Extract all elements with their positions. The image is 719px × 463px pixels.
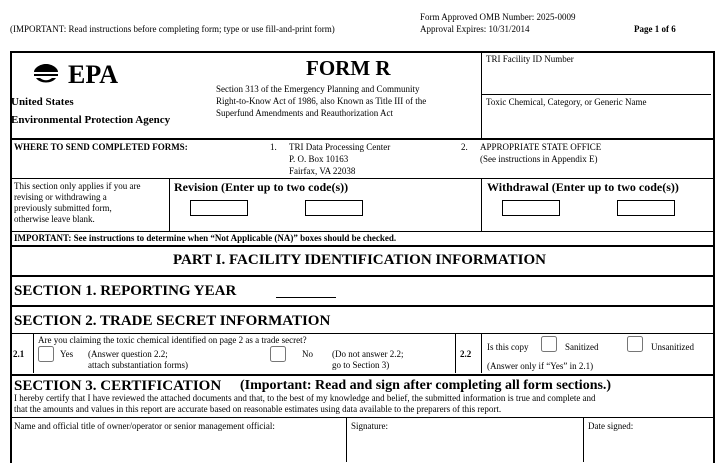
certification-text-line-1: I hereby certify that I have reviewed the attached documents and that, to the best of my knowledge and belief, the submitted information is true and complete and <box>14 393 596 403</box>
sanitized-checkbox[interactable] <box>541 336 557 352</box>
revision-note-line-4: otherwise leave blank. <box>14 214 95 224</box>
address-1-number: 1. <box>270 142 277 152</box>
form-desc-line-2: Right-to-Know Act of 1986, also Known as Title III of the <box>216 96 427 106</box>
question-2-2-text: Is this copy <box>487 342 529 352</box>
revision-label: Revision (Enter up to two code(s)) <box>174 180 349 194</box>
approval-expires: Approval Expires: 10/31/2014 <box>420 24 530 34</box>
revision-note-line-2: revising or withdrawing a <box>14 192 107 202</box>
certification-text-line-2: that the amounts and values in this report are accurate based on reasonable estimates using data available to the preparers of this report. <box>14 404 502 414</box>
address-2-line-1: APPROPRIATE STATE OFFICE <box>480 142 602 152</box>
reporting-year-input[interactable] <box>276 284 336 298</box>
revision-note-line-1: This section only applies if you are <box>14 181 141 191</box>
revision-note-line-3: previously submitted form, <box>14 203 112 213</box>
yes-label: Yes <box>60 349 74 359</box>
toxic-chemical-input[interactable] <box>484 109 710 137</box>
address-1-line-1: TRI Data Processing Center <box>289 142 391 152</box>
revision-code-1-input[interactable] <box>190 200 248 216</box>
name-title-input[interactable] <box>14 434 344 456</box>
unsanitized-label: Unsanitized <box>651 342 694 352</box>
epa-logo-text: EPA <box>68 60 119 89</box>
signature-label: Signature: <box>351 421 388 431</box>
facility-id-label: TRI Facility ID Number <box>486 54 574 64</box>
signature-input[interactable] <box>351 434 579 456</box>
address-2-number: 2. <box>461 142 468 152</box>
address-1-line-3: Fairfax, VA 22038 <box>289 166 356 176</box>
no-note-line-1: (Do not answer 2.2; <box>332 349 404 359</box>
section-2-title: SECTION 2. TRADE SECRET INFORMATION <box>14 313 331 329</box>
important-instructions-note: (IMPORTANT: Read instructions before completing form; type or use fill-and-print form) <box>10 24 335 34</box>
withdrawal-code-2-input[interactable] <box>617 200 675 216</box>
facility-id-input[interactable] <box>484 66 710 92</box>
no-label: No <box>302 349 313 359</box>
question-2-1-number: 2.1 <box>13 349 25 359</box>
section-3-title: SECTION 3. CERTIFICATION <box>14 378 222 394</box>
no-note-line-2: go to Section 3) <box>332 360 390 370</box>
section-3-subtitle: (Important: Read and sign after completing all form sections.) <box>240 378 612 393</box>
question-2-1-text: Are you claiming the toxic chemical identified on page 2 as a trade secret? <box>38 335 307 345</box>
agency-line-2: Environmental Protection Agency <box>11 114 171 126</box>
address-2-line-2: (See instructions in Appendix E) <box>480 154 598 164</box>
date-signed-label: Date signed: <box>588 421 634 431</box>
yes-note-line-1: (Answer question 2.2; <box>88 349 168 359</box>
date-signed-input[interactable] <box>588 434 708 456</box>
revision-code-2-input[interactable] <box>305 200 363 216</box>
address-1-line-2: P. O. Box 10163 <box>289 154 349 164</box>
trade-secret-no-checkbox[interactable] <box>270 346 286 362</box>
form-title: FORM R <box>306 56 391 80</box>
section-1-title: SECTION 1. REPORTING YEAR <box>14 283 237 299</box>
form-desc-line-3: Superfund Amendments and Reauthorization Act <box>216 108 393 118</box>
page-number: Page 1 of 6 <box>634 24 676 34</box>
important-na-note: IMPORTANT: See instructions to determine when “Not Applicable (NA)” boxes should be checked. <box>14 233 397 243</box>
trade-secret-yes-checkbox[interactable] <box>38 346 54 362</box>
name-title-label: Name and official title of owner/operator or senior management official: <box>14 421 275 431</box>
withdrawal-label: Withdrawal (Enter up to two code(s)) <box>487 180 679 194</box>
question-2-2-note: (Answer only if “Yes” in 2.1) <box>487 361 594 371</box>
yes-note-line-2: attach substantiation forms) <box>88 360 188 370</box>
withdrawal-code-1-input[interactable] <box>502 200 560 216</box>
sanitized-label: Sanitized <box>565 342 599 352</box>
unsanitized-checkbox[interactable] <box>627 336 643 352</box>
omb-number: Form Approved OMB Number: 2025-0009 <box>420 12 576 22</box>
form-desc-line-1: Section 313 of the Emergency Planning and Community <box>216 84 420 94</box>
where-to-send-label: WHERE TO SEND COMPLETED FORMS: <box>14 142 188 152</box>
question-2-2-number: 2.2 <box>460 349 472 359</box>
part-1-title: PART I. FACILITY IDENTIFICATION INFORMATION <box>173 252 546 268</box>
agency-line-1: United States <box>11 96 74 108</box>
toxic-chemical-label: Toxic Chemical, Category, or Generic Name <box>486 97 647 107</box>
epa-flower-icon <box>30 62 62 88</box>
